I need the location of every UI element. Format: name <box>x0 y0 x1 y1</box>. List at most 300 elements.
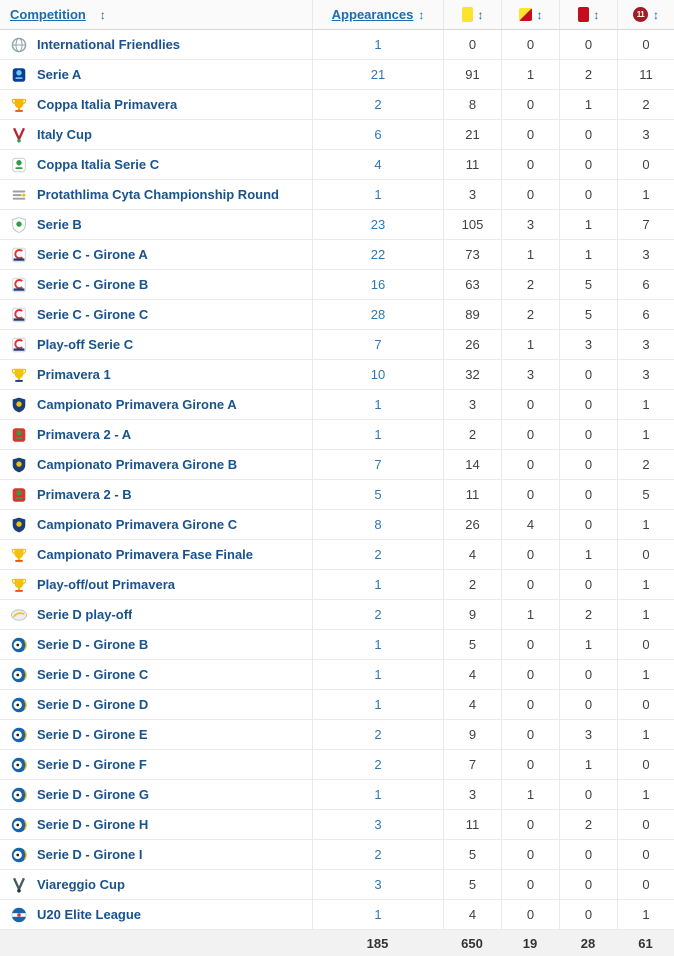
appearances-cell <box>312 630 443 659</box>
competition-column-header[interactable]: Competition <box>10 7 86 22</box>
competition-link[interactable]: Serie A <box>37 67 82 82</box>
total-penalties: 61 <box>638 935 653 951</box>
red-cards-count: 5 <box>584 307 593 322</box>
yellow-cards-count: 5 <box>468 637 477 652</box>
second-yellow-sort-icon[interactable]: ↕ <box>536 7 543 22</box>
yellow-cards-cell <box>443 210 501 239</box>
penalties-cell <box>617 660 674 689</box>
red-cards-count: 0 <box>584 847 593 862</box>
competition-cell <box>0 570 312 599</box>
yellow-cards-cell <box>443 630 501 659</box>
competition-link[interactable]: Serie D - Girone F <box>37 757 147 772</box>
second-yellow-cell <box>501 510 559 539</box>
appearances-sort-icon[interactable]: ↕ <box>418 7 425 22</box>
appearances-link[interactable]: 3 <box>374 817 382 832</box>
second-yellow-cards-count: 0 <box>526 397 535 412</box>
competition-link[interactable]: Serie D - Girone C <box>37 667 149 682</box>
appearances-link[interactable]: 2 <box>374 607 382 622</box>
penalty-icon: 11 <box>633 7 648 22</box>
competition-cell <box>0 690 312 719</box>
yellow-cards-count: 105 <box>461 217 484 232</box>
red-cards-count: 0 <box>584 667 593 682</box>
competition-link[interactable]: Italy Cup <box>37 127 92 142</box>
primavera-2-logo-icon <box>10 486 28 504</box>
appearances-link[interactable]: 1 <box>374 907 382 922</box>
second-yellow-cell <box>501 390 559 419</box>
second-yellow-cell <box>501 810 559 839</box>
competition-link[interactable]: Viareggio Cup <box>37 877 125 892</box>
second-yellow-cell <box>501 300 559 329</box>
red-cards-count: 0 <box>584 487 593 502</box>
yellow-cards-sort-icon[interactable]: ↕ <box>477 7 484 22</box>
italy-cup-logo-icon <box>10 126 28 144</box>
second-yellow-cell <box>501 630 559 659</box>
red-cards-cell <box>559 420 617 449</box>
appearances-link[interactable]: 6 <box>374 127 382 142</box>
red-cards-count: 0 <box>584 397 593 412</box>
penalties-count: 6 <box>642 277 650 292</box>
yellow-cards-count: 14 <box>465 457 480 472</box>
competition-link[interactable]: Campionato Primavera Girone A <box>37 397 237 412</box>
competition-link[interactable]: Serie D - Girone H <box>37 817 149 832</box>
appearances-link[interactable]: 1 <box>374 427 382 442</box>
second-yellow-cell <box>501 600 559 629</box>
second-yellow-cell <box>501 780 559 809</box>
second-yellow-cell <box>501 420 559 449</box>
yellow-cards-cell <box>443 120 501 149</box>
red-cards-count: 2 <box>584 67 593 82</box>
yellow-cards-count: 2 <box>468 427 477 442</box>
red-cards-count: 3 <box>584 337 593 352</box>
yellow-cards-count: 0 <box>468 37 477 52</box>
competition-cell <box>0 30 312 59</box>
red-cards-count: 0 <box>584 187 593 202</box>
competition-link[interactable]: Coppa Italia Primavera <box>37 97 178 112</box>
competition-cell <box>0 630 312 659</box>
appearances-link[interactable]: 16 <box>370 277 386 292</box>
appearances-cell <box>312 270 443 299</box>
red-cards-count: 1 <box>584 757 593 772</box>
penalties-count: 1 <box>642 727 650 742</box>
competition-link[interactable]: Serie C - Girone C <box>37 307 149 322</box>
red-cards-cell <box>559 540 617 569</box>
table-row <box>0 210 674 240</box>
table-header-row <box>0 0 674 30</box>
red-cards-cell <box>559 90 617 119</box>
competition-cell <box>0 420 312 449</box>
red-cards-cell <box>559 390 617 419</box>
competition-link[interactable]: Serie B <box>37 217 82 232</box>
red-cards-cell <box>559 630 617 659</box>
appearances-cell <box>312 750 443 779</box>
red-cards-cell <box>559 720 617 749</box>
red-cards-cell <box>559 360 617 389</box>
second-yellow-cell <box>501 480 559 509</box>
penalties-count: 5 <box>642 487 650 502</box>
appearances-cell <box>312 720 443 749</box>
penalties-cell <box>617 120 674 149</box>
red-cards-cell <box>559 750 617 779</box>
yellow-cards-count: 26 <box>465 337 480 352</box>
competition-cell <box>0 600 312 629</box>
appearances-cell <box>312 30 443 59</box>
competition-cell <box>0 90 312 119</box>
yellow-cards-cell <box>443 780 501 809</box>
penalties-count: 0 <box>642 877 650 892</box>
competition-link[interactable]: Campionato Primavera Girone C <box>37 517 238 532</box>
penalties-count: 3 <box>642 367 650 382</box>
appearances-cell <box>312 180 443 209</box>
penalties-cell <box>617 450 674 479</box>
serie-d-logo-icon <box>10 846 28 864</box>
appearances-cell <box>312 210 443 239</box>
yellow-cards-cell <box>443 750 501 779</box>
totals-empty-cell <box>0 930 312 956</box>
penalties-cell <box>617 150 674 179</box>
second-yellow-cell <box>501 900 559 929</box>
red-cards-count: 1 <box>584 97 593 112</box>
penalties-count: 1 <box>642 607 650 622</box>
second-yellow-cell <box>501 660 559 689</box>
second-yellow-cards-count: 2 <box>526 277 535 292</box>
red-cards-cell <box>559 510 617 539</box>
second-yellow-cards-count: 1 <box>526 247 535 262</box>
red-cards-count: 0 <box>584 577 593 592</box>
red-cards-count: 0 <box>584 127 593 142</box>
competition-link[interactable]: Serie C - Girone B <box>37 277 149 292</box>
yellow-cards-count: 11 <box>465 817 480 832</box>
second-yellow-cell <box>501 150 559 179</box>
table-row <box>0 900 674 930</box>
appearances-link[interactable]: 28 <box>370 307 386 322</box>
red-cards-count: 2 <box>584 607 593 622</box>
yellow-cards-count: 32 <box>465 367 480 382</box>
campionato-primavera-logo-icon <box>10 396 28 414</box>
appearances-link[interactable]: 10 <box>370 367 386 382</box>
penalties-count: 0 <box>642 757 650 772</box>
competition-cell <box>0 900 312 929</box>
table-row <box>0 360 674 390</box>
yellow-cards-cell <box>443 360 501 389</box>
second-yellow-cell <box>501 270 559 299</box>
competition-cell <box>0 390 312 419</box>
penalties-count: 0 <box>642 37 650 52</box>
yellow-cards-cell <box>443 720 501 749</box>
red-cards-cell <box>559 60 617 89</box>
appearances-link[interactable]: 1 <box>374 187 382 202</box>
red-cards-count: 0 <box>584 427 593 442</box>
competition-cell <box>0 660 312 689</box>
yellow-cards-count: 11 <box>465 157 480 172</box>
penalties-cell <box>617 210 674 239</box>
yellow-cards-count: 26 <box>465 517 480 532</box>
competition-link[interactable]: Serie C - Girone A <box>37 247 148 262</box>
appearances-column-header[interactable]: Appearances <box>331 7 414 22</box>
yellow-cards-cell <box>443 810 501 839</box>
appearances-link[interactable]: 8 <box>374 517 382 532</box>
penalties-count: 1 <box>642 187 650 202</box>
yellow-cards-cell <box>443 840 501 869</box>
primavera-1-logo-icon <box>10 366 28 384</box>
red-cards-cell <box>559 240 617 269</box>
appearances-link[interactable]: 5 <box>374 487 382 502</box>
appearances-link[interactable]: 7 <box>374 457 382 472</box>
penalties-count: 0 <box>642 547 650 562</box>
yellow-card-icon <box>462 7 473 22</box>
serie-a-logo-icon <box>10 66 28 84</box>
appearances-cell <box>312 870 443 899</box>
yellow-cards-count: 11 <box>465 487 480 502</box>
serie-c-logo-icon <box>10 276 28 294</box>
appearances-link[interactable]: 1 <box>374 667 382 682</box>
red-cards-count: 0 <box>584 787 593 802</box>
red-cards-cell <box>559 810 617 839</box>
red-cards-count: 0 <box>584 907 593 922</box>
yellow-cards-header-cell <box>443 0 501 29</box>
yellow-cards-cell <box>443 330 501 359</box>
second-yellow-cell <box>501 30 559 59</box>
penalties-cell <box>617 360 674 389</box>
appearances-cell <box>312 150 443 179</box>
penalties-cell <box>617 540 674 569</box>
second-yellow-cell <box>501 870 559 899</box>
yellow-cards-cell <box>443 450 501 479</box>
competition-link[interactable]: Primavera 2 - B <box>37 487 132 502</box>
penalties-count: 1 <box>642 787 650 802</box>
second-yellow-cards-count: 0 <box>526 577 535 592</box>
table-row <box>0 450 674 480</box>
competition-link[interactable]: Serie D - Girone I <box>37 847 143 862</box>
red-cards-cell <box>559 210 617 239</box>
yellow-cards-count: 4 <box>468 547 477 562</box>
second-yellow-cards-count: 1 <box>526 67 535 82</box>
yellow-cards-count: 2 <box>468 577 477 592</box>
second-yellow-cell <box>501 240 559 269</box>
yellow-cards-count: 89 <box>465 307 480 322</box>
appearances-link[interactable]: 2 <box>374 757 382 772</box>
competition-link[interactable]: Protathlima Cyta Championship Round <box>37 187 279 202</box>
appearances-cell <box>312 60 443 89</box>
competition-link[interactable]: Play-off Serie C <box>37 337 134 352</box>
appearances-cell <box>312 330 443 359</box>
yellow-cards-count: 21 <box>465 127 480 142</box>
appearances-link[interactable]: 2 <box>374 847 382 862</box>
yellow-cards-count: 3 <box>468 397 477 412</box>
second-yellow-cards-count: 3 <box>526 217 535 232</box>
second-yellow-cards-count: 0 <box>526 547 535 562</box>
competition-link[interactable]: Primavera 1 <box>37 367 111 382</box>
competition-link[interactable]: Serie D - Girone G <box>37 787 149 802</box>
red-cards-sort-icon[interactable]: ↕ <box>593 7 600 22</box>
second-yellow-cards-count: 2 <box>526 307 535 322</box>
competition-link[interactable]: Campionato Primavera Fase Finale <box>37 547 254 562</box>
appearances-link[interactable]: 1 <box>374 577 382 592</box>
appearances-link[interactable]: 2 <box>374 547 382 562</box>
international-friendlies-logo-icon <box>10 36 28 54</box>
competition-link[interactable]: Serie D play-off <box>37 607 133 622</box>
penalties-cell <box>617 30 674 59</box>
second-yellow-cards-count: 1 <box>526 337 535 352</box>
appearances-link[interactable]: 7 <box>374 337 382 352</box>
appearances-cell <box>312 810 443 839</box>
penalties-count: 3 <box>642 127 650 142</box>
red-cards-count: 5 <box>584 277 593 292</box>
competition-cell <box>0 210 312 239</box>
table-row <box>0 90 674 120</box>
table-row <box>0 390 674 420</box>
appearances-header-cell <box>312 0 443 29</box>
penalties-count: 2 <box>642 97 650 112</box>
penalties-sort-icon[interactable]: ↕ <box>653 7 659 22</box>
appearances-cell <box>312 570 443 599</box>
penalties-cell <box>617 570 674 599</box>
competition-link[interactable]: Campionato Primavera Girone B <box>37 457 238 472</box>
yellow-cards-cell <box>443 510 501 539</box>
second-yellow-cards-count: 4 <box>526 517 535 532</box>
second-yellow-cell <box>501 90 559 119</box>
table-row <box>0 480 674 510</box>
table-row <box>0 180 674 210</box>
table-row <box>0 150 674 180</box>
competition-sort-icon[interactable]: ↕ <box>99 7 106 22</box>
yellow-cards-count: 5 <box>468 877 477 892</box>
appearances-cell <box>312 690 443 719</box>
serie-d-play-off-logo-icon <box>10 606 28 624</box>
total-yellow-cards: 650 <box>461 935 483 951</box>
penalties-count: 1 <box>642 907 650 922</box>
red-cards-cell <box>559 480 617 509</box>
appearances-link[interactable]: 1 <box>374 397 382 412</box>
second-yellow-cell <box>501 570 559 599</box>
appearances-link[interactable]: 3 <box>374 877 382 892</box>
competition-cell <box>0 540 312 569</box>
penalties-cell <box>617 720 674 749</box>
competition-link[interactable]: International Friendlies <box>37 37 181 52</box>
table-row <box>0 240 674 270</box>
yellow-cards-cell <box>443 390 501 419</box>
competition-cell <box>0 450 312 479</box>
red-cards-cell <box>559 600 617 629</box>
table-row <box>0 330 674 360</box>
table-row <box>0 810 674 840</box>
competition-cell <box>0 780 312 809</box>
second-yellow-cell <box>501 120 559 149</box>
second-yellow-cell <box>501 60 559 89</box>
competition-cell <box>0 300 312 329</box>
second-yellow-cell <box>501 210 559 239</box>
yellow-cards-cell <box>443 180 501 209</box>
appearances-link[interactable]: 4 <box>374 157 382 172</box>
competition-link[interactable]: Coppa Italia Serie C <box>37 157 160 172</box>
appearances-cell <box>312 360 443 389</box>
competition-cell <box>0 840 312 869</box>
appearances-link[interactable]: 22 <box>370 247 386 262</box>
red-cards-count: 1 <box>584 217 593 232</box>
red-cards-cell <box>559 300 617 329</box>
second-yellow-header-cell <box>501 0 559 29</box>
appearances-link[interactable]: 2 <box>374 727 382 742</box>
penalties-count: 1 <box>642 667 650 682</box>
second-yellow-cards-count: 1 <box>526 787 535 802</box>
yellow-cards-count: 4 <box>468 667 477 682</box>
penalties-count: 0 <box>642 847 650 862</box>
penalties-cell <box>617 780 674 809</box>
appearances-link[interactable]: 23 <box>370 217 386 232</box>
serie-b-logo-icon <box>10 216 28 234</box>
second-yellow-cell <box>501 180 559 209</box>
second-yellow-cards-count: 0 <box>526 457 535 472</box>
appearances-link[interactable]: 1 <box>374 637 382 652</box>
table-row <box>0 540 674 570</box>
yellow-cards-cell <box>443 480 501 509</box>
table-row <box>0 30 674 60</box>
competition-link[interactable]: Primavera 2 - A <box>37 427 132 442</box>
competition-link[interactable]: Serie D - Girone D <box>37 697 149 712</box>
yellow-cards-count: 9 <box>468 607 477 622</box>
red-cards-cell <box>559 780 617 809</box>
red-cards-cell <box>559 180 617 209</box>
second-yellow-cards-count: 1 <box>526 607 535 622</box>
yellow-cards-count: 5 <box>468 847 477 862</box>
appearances-cell <box>312 900 443 929</box>
second-yellow-cards-count: 0 <box>526 727 535 742</box>
appearances-link[interactable]: 21 <box>370 67 386 82</box>
competition-cell <box>0 810 312 839</box>
appearances-link[interactable]: 1 <box>374 37 382 52</box>
competition-link[interactable]: Serie D - Girone B <box>37 637 149 652</box>
yellow-cards-cell <box>443 540 501 569</box>
coppa-italia-serie-c-logo-icon <box>10 156 28 174</box>
yellow-cards-cell <box>443 600 501 629</box>
competition-cell <box>0 750 312 779</box>
competition-cell <box>0 720 312 749</box>
total-appearances: 185 <box>366 935 389 951</box>
appearances-link[interactable]: 1 <box>374 697 382 712</box>
total-red-cards: 28 <box>580 935 596 951</box>
penalties-cell <box>617 330 674 359</box>
yellow-cards-cell <box>443 420 501 449</box>
appearances-cell <box>312 540 443 569</box>
second-yellow-cell <box>501 540 559 569</box>
serie-d-logo-icon <box>10 666 28 684</box>
penalties-count: 3 <box>642 337 650 352</box>
yellow-cards-count: 91 <box>465 67 480 82</box>
coppa-italia-primavera-logo-icon <box>10 96 28 114</box>
competition-link[interactable]: Play-off/out Primavera <box>37 577 175 592</box>
appearances-cell <box>312 840 443 869</box>
penalties-cell <box>617 390 674 419</box>
table-row <box>0 60 674 90</box>
competition-link[interactable]: U20 Elite League <box>37 907 142 922</box>
table-row <box>0 270 674 300</box>
red-cards-cell <box>559 570 617 599</box>
viareggio-cup-logo-icon <box>10 876 28 894</box>
penalties-cell <box>617 240 674 269</box>
appearances-link[interactable]: 2 <box>374 97 382 112</box>
appearances-cell <box>312 780 443 809</box>
table-row <box>0 300 674 330</box>
penalties-cell <box>617 870 674 899</box>
penalties-count: 0 <box>642 697 650 712</box>
red-cards-cell <box>559 900 617 929</box>
appearances-cell <box>312 660 443 689</box>
primavera-2-logo-icon <box>10 426 28 444</box>
competition-link[interactable]: Serie D - Girone E <box>37 727 148 742</box>
appearances-link[interactable]: 1 <box>374 787 382 802</box>
table-row <box>0 780 674 810</box>
penalties-cell <box>617 300 674 329</box>
competition-cell <box>0 270 312 299</box>
